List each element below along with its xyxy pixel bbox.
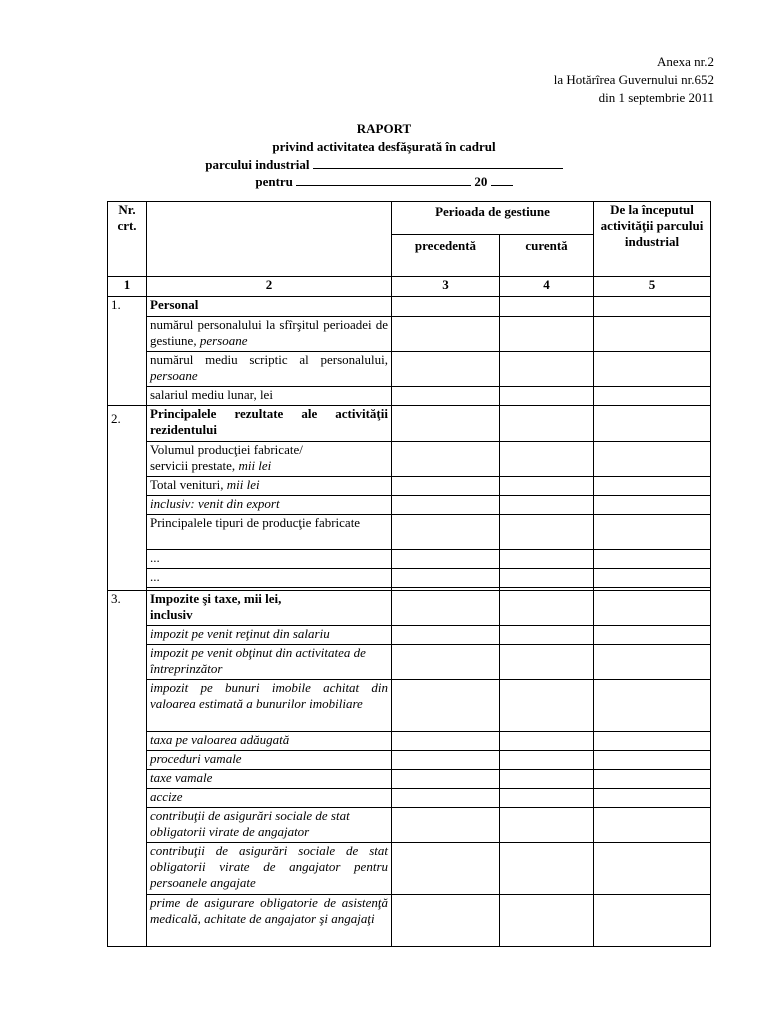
section-nr: 2. [108, 406, 147, 591]
value-cell[interactable] [594, 569, 711, 588]
col-number-4: 4 [500, 277, 594, 297]
value-cell[interactable] [594, 352, 711, 387]
value-cell[interactable] [500, 680, 594, 732]
year-label: 20 [474, 174, 488, 189]
table-row [108, 387, 711, 406]
row-label: Volumul producţiei fabricate/ servicii prestate, mii lei [147, 442, 392, 477]
table-row [108, 751, 711, 770]
value-cell[interactable] [594, 317, 711, 352]
value-cell[interactable] [594, 626, 711, 645]
value-cell[interactable] [594, 297, 711, 317]
row-label: impozit pe venit reţinut din salariu [147, 626, 392, 645]
section-nr: 3. [108, 591, 147, 947]
table-row [108, 591, 711, 626]
row-label: impozit pe venit obţinut din activitatea de întreprinzător [147, 645, 392, 680]
table-row [108, 680, 711, 732]
value-cell[interactable] [500, 442, 594, 477]
col-number-1: 1 [108, 277, 147, 297]
table-row [108, 496, 711, 515]
section-nr: 1. [108, 297, 147, 406]
row-label: accize [147, 789, 392, 808]
value-cell[interactable] [392, 895, 500, 947]
value-cell[interactable] [392, 680, 500, 732]
value-cell[interactable] [392, 808, 500, 843]
value-cell[interactable] [392, 569, 500, 588]
value-cell[interactable] [392, 317, 500, 352]
value-cell[interactable] [500, 515, 594, 550]
value-cell[interactable] [392, 645, 500, 680]
value-cell[interactable] [392, 477, 500, 496]
row-label: numărul personalului la sfîrşitul perioadei de gestiune, persoane [147, 317, 392, 352]
row-label: contribuţii de asigurări sociale de stat obligatorii virate de angajator [147, 808, 392, 843]
header-since-start: De la începutul activităţii parcului industrial [594, 202, 711, 277]
value-cell[interactable] [392, 550, 500, 569]
value-cell[interactable] [500, 732, 594, 751]
value-cell[interactable] [500, 496, 594, 515]
year-blank[interactable] [491, 173, 513, 186]
value-cell[interactable] [392, 732, 500, 751]
row-label: taxa pe valoarea adăugată [147, 732, 392, 751]
value-cell[interactable] [594, 789, 711, 808]
value-cell[interactable] [500, 352, 594, 387]
col-number-5: 5 [594, 277, 711, 297]
header-nr: Nr. crt. [108, 202, 147, 277]
value-cell[interactable] [392, 770, 500, 789]
value-cell[interactable] [594, 751, 711, 770]
value-cell[interactable] [500, 808, 594, 843]
value-cell[interactable] [594, 591, 711, 626]
table-row [108, 477, 711, 496]
report-subtitle: privind activitatea desfăşurată în cadrul [272, 139, 496, 154]
table-row [108, 569, 711, 588]
period-line [0, 173, 768, 190]
value-cell[interactable] [500, 591, 594, 626]
header-indicator [147, 202, 392, 277]
value-cell[interactable] [392, 406, 500, 442]
value-cell[interactable] [392, 789, 500, 808]
value-cell[interactable] [594, 550, 711, 569]
report-title: RAPORT [356, 121, 412, 136]
table-row [108, 645, 711, 680]
table-row [108, 515, 711, 550]
value-cell[interactable] [594, 680, 711, 732]
annex-line-3: din 1 septembrie 2011 [598, 90, 714, 105]
value-cell[interactable] [500, 297, 594, 317]
value-cell[interactable] [392, 751, 500, 770]
value-cell[interactable] [392, 297, 500, 317]
row-label: contribuţii de asigurări sociale de stat obligatorii virate de angajator pentru persoanele angajate [147, 843, 392, 895]
value-cell[interactable] [500, 789, 594, 808]
table-row [108, 626, 711, 645]
row-label: taxe vamale [147, 770, 392, 789]
value-cell[interactable] [500, 550, 594, 569]
table-row [108, 770, 711, 789]
value-cell[interactable] [594, 496, 711, 515]
table-row [108, 406, 711, 442]
value-cell[interactable] [392, 387, 500, 406]
row-label: ... [147, 550, 392, 569]
value-cell[interactable] [500, 569, 594, 588]
header-row-1 [108, 202, 711, 235]
value-cell[interactable] [500, 317, 594, 352]
section-title: Personal [147, 297, 392, 317]
value-cell[interactable] [500, 895, 594, 947]
industrial-park-line [0, 156, 768, 173]
annex-line-2: la Hotărîrea Guvernului nr.652 [553, 72, 714, 87]
table-row [108, 789, 711, 808]
value-cell[interactable] [594, 645, 711, 680]
value-cell[interactable] [392, 626, 500, 645]
value-cell[interactable] [500, 626, 594, 645]
value-cell[interactable] [500, 477, 594, 496]
value-cell[interactable] [594, 770, 711, 789]
value-cell[interactable] [594, 895, 711, 947]
value-cell[interactable] [594, 477, 711, 496]
row-label: Total venituri, mii lei [147, 477, 392, 496]
value-cell[interactable] [392, 496, 500, 515]
industrial-park-blank[interactable] [313, 156, 563, 169]
value-cell[interactable] [594, 515, 711, 550]
value-cell[interactable] [594, 808, 711, 843]
row-label: ... [147, 569, 392, 588]
row-label: proceduri vamale [147, 751, 392, 770]
annex-line-1: Anexa nr.2 [656, 54, 714, 69]
value-cell[interactable] [594, 406, 711, 442]
table-row [108, 895, 711, 947]
report-table [107, 201, 711, 947]
value-cell[interactable] [392, 442, 500, 477]
period-blank[interactable] [296, 173, 471, 186]
table-row [108, 550, 711, 569]
row-label: numărul mediu scriptic al personalului, persoane [147, 352, 392, 387]
row-label: inclusiv: venit din export [147, 496, 392, 515]
value-cell[interactable] [500, 843, 594, 895]
header-current: curentă [500, 235, 594, 277]
row-label: Principalele tipuri de producţie fabricate [147, 515, 392, 550]
header-previous: precedentă [392, 235, 500, 277]
header-period: Perioada de gestiune [392, 202, 594, 235]
row-label: salariul mediu lunar, lei [147, 387, 392, 406]
value-cell[interactable] [500, 406, 594, 442]
value-cell[interactable] [500, 645, 594, 680]
table-row [108, 352, 711, 387]
section-title: Impozite şi taxe, mii lei, inclusiv [147, 591, 392, 626]
value-cell[interactable] [594, 732, 711, 751]
industrial-park-label: parcului industrial [205, 157, 310, 172]
table-row [108, 297, 711, 317]
value-cell[interactable] [392, 515, 500, 550]
table-row [108, 317, 711, 352]
table-row [108, 843, 711, 895]
value-cell[interactable] [500, 770, 594, 789]
value-cell[interactable] [500, 751, 594, 770]
value-cell[interactable] [392, 352, 500, 387]
table-row [108, 732, 711, 751]
table-row [108, 442, 711, 477]
value-cell[interactable] [594, 843, 711, 895]
table-row [108, 808, 711, 843]
period-label: pentru [255, 174, 293, 189]
value-cell[interactable] [392, 591, 500, 626]
col-number-3: 3 [392, 277, 500, 297]
annex-note [554, 53, 714, 107]
value-cell[interactable] [500, 387, 594, 406]
column-number-row [108, 277, 711, 297]
row-label: prime de asigurare obligatorie de asistenţă medicală, achitate de angajator şi angajaţi [147, 895, 392, 947]
value-cell[interactable] [594, 442, 711, 477]
section-title: Principalele rezultate ale activităţii rezidentului [147, 406, 392, 442]
row-label: impozit pe bunuri imobile achitat din valoarea estimată a bunurilor imobiliare [147, 680, 392, 732]
value-cell[interactable] [594, 387, 711, 406]
col-number-2: 2 [147, 277, 392, 297]
value-cell[interactable] [392, 843, 500, 895]
